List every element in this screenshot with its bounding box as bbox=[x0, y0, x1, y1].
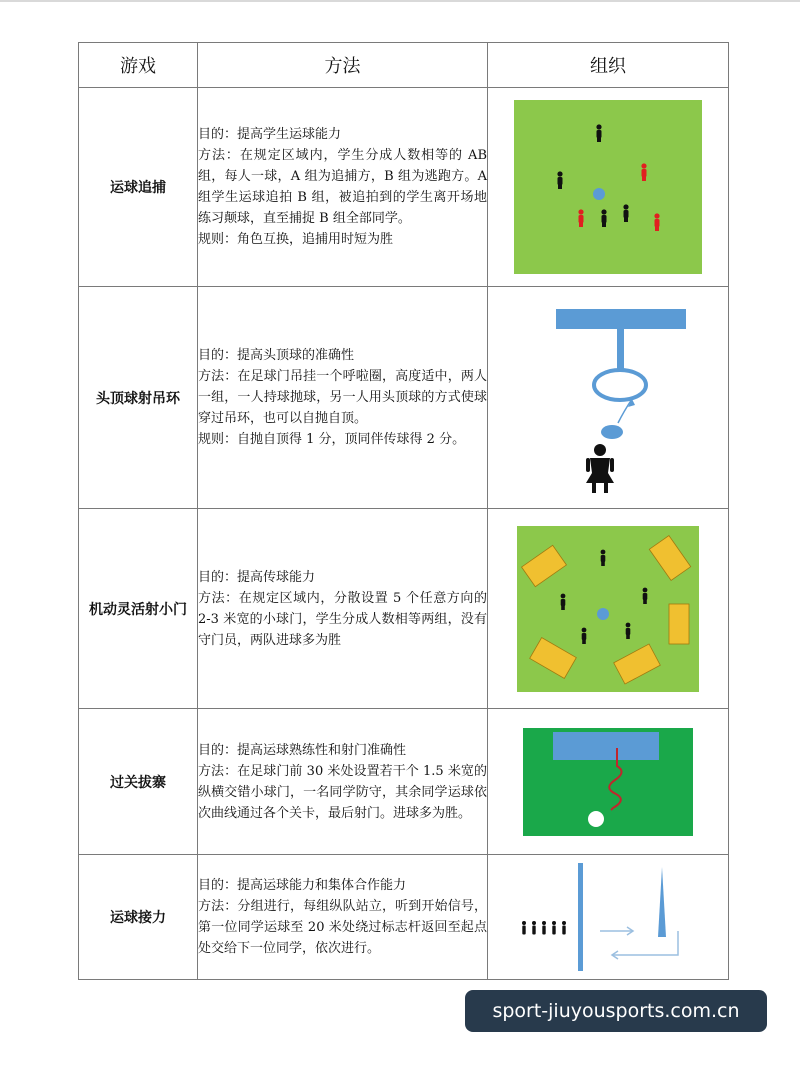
start-line bbox=[578, 863, 583, 971]
org-cell bbox=[488, 509, 729, 709]
method-desc: 方法：在足球门吊挂一个呼啦圈，高度适中，两人一组，一人持球抛球，另一人用头顶球的方式使球穿过吊环，也可以自抛自顶。 bbox=[198, 369, 487, 426]
games-table bbox=[78, 42, 729, 980]
method-rule: 规则：自抛自顶得 1 分，顶同伴传球得 2 分。 bbox=[198, 432, 466, 447]
table-row bbox=[79, 509, 729, 709]
person-icon bbox=[586, 444, 614, 493]
method-goal: 目的：提高头顶球的准确性 bbox=[198, 348, 355, 363]
field bbox=[514, 100, 702, 274]
hoop-rod bbox=[617, 329, 624, 371]
player-icon bbox=[601, 209, 606, 227]
ball-icon bbox=[588, 811, 604, 827]
table-row bbox=[79, 709, 729, 855]
header-hoop-diagram bbox=[528, 303, 688, 493]
player-queue bbox=[522, 921, 566, 935]
player-icon bbox=[596, 124, 601, 142]
ball-icon bbox=[601, 425, 623, 439]
return-arrow-icon bbox=[612, 931, 678, 959]
ball-path bbox=[618, 399, 632, 423]
player-icon bbox=[626, 622, 631, 638]
org-cell bbox=[488, 287, 729, 509]
header-org: 组织 bbox=[488, 43, 729, 88]
site-watermark: sport-jiuyousports.com.cn bbox=[465, 990, 767, 1032]
method-rule: 规则：角色互换，追捕用时短为胜 bbox=[198, 232, 394, 247]
method-cell bbox=[198, 855, 488, 980]
goal-box bbox=[553, 732, 659, 760]
small-goal bbox=[669, 604, 689, 644]
table-row bbox=[79, 88, 729, 287]
game-name: 运球接力 bbox=[79, 855, 198, 980]
org-cell bbox=[488, 88, 729, 287]
header-method: 方法 bbox=[198, 43, 488, 88]
org-cell bbox=[488, 709, 729, 855]
player-icon-red bbox=[641, 163, 646, 181]
method-cell bbox=[198, 88, 488, 287]
player-icon bbox=[552, 921, 556, 935]
table-row bbox=[79, 287, 729, 509]
method-goal: 目的：提高运球能力和集体合作能力 bbox=[198, 878, 407, 893]
game-name: 运球追捕 bbox=[79, 88, 198, 287]
ball-icon bbox=[593, 188, 605, 200]
player-icon bbox=[542, 921, 546, 935]
method-desc: 方法：在规定区域内，学生分成人数相等的 AB 组，每人一球，A 组为追捕方，B 组为逃跑方。A 组学生运球追拍 B 组，被追拍到的学生离开场地练习颠球，直至捕捉 B 组全部同学。 bbox=[198, 148, 487, 226]
player-icon-red bbox=[654, 213, 659, 231]
game-name: 过关拔寨 bbox=[79, 709, 198, 855]
player-icon bbox=[562, 921, 566, 935]
method-desc: 方法：分组进行，每组纵队站立，听到开始信号，第一位同学运球至 20 米处绕过标志杆返回至起点处交给下一位同学，依次进行。 bbox=[198, 899, 487, 956]
dribble-gates-diagram bbox=[523, 728, 693, 836]
player-icon bbox=[601, 549, 606, 565]
ball-icon bbox=[597, 608, 609, 620]
header-row bbox=[79, 43, 729, 88]
hoop-ring bbox=[594, 370, 646, 400]
method-desc: 方法：在规定区域内，分散设置 5 个任意方向的 2-3 米宽的小球门，学生分成人数相等两组，没有守门员，两队进球多为胜 bbox=[198, 590, 487, 648]
player-icon-red bbox=[578, 209, 583, 227]
player-icon bbox=[522, 921, 526, 935]
game-name: 机动灵活射小门 bbox=[79, 509, 198, 709]
method-desc: 方法：在足球门前 30 米处设置若干个 1.5 米宽的纵横交错小球门，一名同学防守，其余同学运球依次曲线通过各个关卡，最后射门。进球多为胜。 bbox=[198, 763, 487, 821]
method-cell bbox=[198, 709, 488, 855]
method-goal: 目的：提高传球能力 bbox=[198, 569, 316, 585]
game-name: 头顶球射吊环 bbox=[79, 287, 198, 509]
header-game: 游戏 bbox=[79, 43, 198, 88]
org-cell bbox=[488, 855, 729, 980]
player-icon bbox=[532, 921, 536, 935]
player-icon bbox=[561, 593, 566, 609]
arrow-icon bbox=[600, 927, 633, 935]
method-cell bbox=[198, 287, 488, 509]
small-goals-diagram bbox=[517, 526, 699, 692]
table-row bbox=[79, 855, 729, 980]
marker-pole bbox=[658, 867, 666, 937]
relay-diagram bbox=[508, 861, 708, 973]
dribble-chase-diagram bbox=[514, 100, 702, 274]
goal-crossbar bbox=[556, 309, 686, 329]
method-goal: 目的：提高学生运球能力 bbox=[198, 127, 342, 142]
player-icon bbox=[623, 204, 628, 222]
player-icon bbox=[582, 627, 587, 643]
player-icon bbox=[643, 587, 648, 603]
method-goal: 目的：提高运球熟练性和射门准确性 bbox=[198, 742, 407, 758]
top-divider bbox=[0, 0, 800, 2]
player-icon bbox=[557, 171, 562, 189]
method-cell bbox=[198, 509, 488, 709]
